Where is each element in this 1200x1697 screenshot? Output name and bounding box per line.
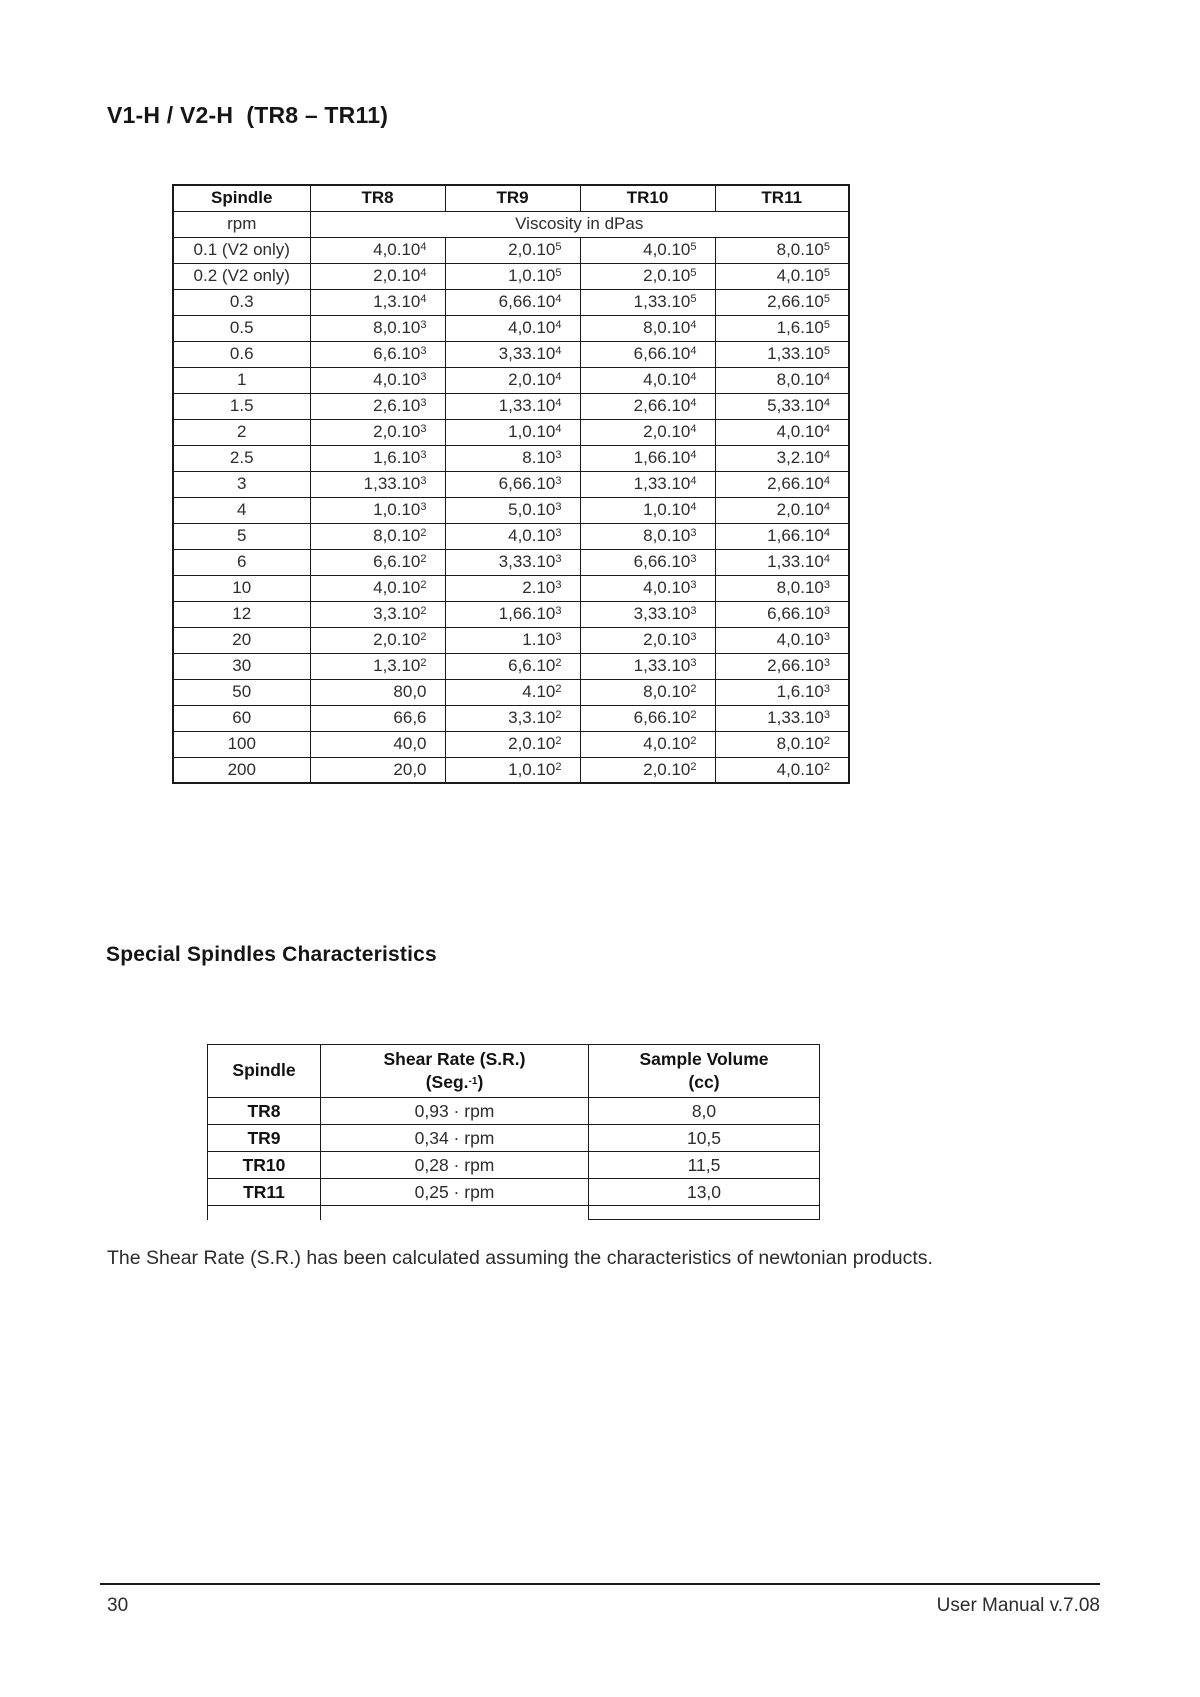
exponent: 3	[555, 553, 562, 565]
units-row	[173, 211, 849, 237]
viscosity-value-cell: 4,0.10$^2$	[310, 575, 445, 601]
viscosity-value-cell: 2,0.10$^2$	[445, 731, 580, 757]
viscosity-value-cell: 2,0.10$^3$	[310, 419, 445, 445]
rpm-cell: 1.5	[173, 393, 310, 419]
viscosity-value-cell: 6,6.10$^2$	[445, 653, 580, 679]
viscosity-value-cell: 8,0.10$^2$	[310, 523, 445, 549]
clipped-cell	[321, 1206, 589, 1220]
viscosity-value-cell: 4,0.10$^3$	[310, 367, 445, 393]
viscosity-value-cell: 20,0	[310, 757, 445, 783]
table-row	[173, 341, 849, 367]
viscosity-value-cell: 1,0.10$^3$	[310, 497, 445, 523]
exponent: 5	[823, 319, 830, 331]
viscosity-value-cell: 1,66.10$^4$	[715, 523, 849, 549]
viscosity-value-cell: 8,0.10$^5$	[715, 237, 849, 263]
exponent: 3	[420, 345, 427, 357]
exponent: 5	[555, 241, 562, 253]
exponent: 5	[690, 267, 697, 279]
table-row	[173, 575, 849, 601]
spindle-name-cell: TR10	[208, 1152, 321, 1179]
viscosity-value-cell: 2,0.10$^4$	[310, 263, 445, 289]
exponent: 2	[555, 683, 562, 695]
viscosity-value-cell: 3,3.10$^2$	[310, 601, 445, 627]
shear-rate-cell: 0,34 · rpm	[321, 1125, 589, 1152]
exponent: 4	[823, 475, 830, 487]
table-row	[173, 757, 849, 783]
exponent: -1	[468, 1076, 478, 1087]
viscosity-value-cell: 1,33.10$^3$	[715, 705, 849, 731]
viscosity-value-cell: 4.10$^2$	[445, 679, 580, 705]
exponent: 4	[690, 423, 697, 435]
viscosity-value-cell: 1,0.10$^4$	[445, 419, 580, 445]
viscosity-value-cell: 1,0.10$^5$	[445, 263, 580, 289]
viscosity-value-cell: 4,0.10$^3$	[445, 523, 580, 549]
rpm-cell: 50	[173, 679, 310, 705]
exponent: 4	[420, 241, 427, 253]
rpm-cell: 3	[173, 471, 310, 497]
exponent: 2	[420, 579, 427, 591]
exponent: 4	[823, 501, 830, 513]
manual-version-label: User Manual v.7.08	[936, 1595, 1100, 1616]
viscosity-value-cell: 4,0.10$^4$	[310, 237, 445, 263]
viscosity-value-cell: 4,0.10$^2$	[715, 757, 849, 783]
table-row	[173, 549, 849, 575]
exponent: 2	[420, 631, 427, 643]
rpm-cell: 1	[173, 367, 310, 393]
exponent: 3	[420, 319, 427, 331]
viscosity-value-cell: 5,0.10$^3$	[445, 497, 580, 523]
spindle-name-cell: TR8	[208, 1098, 321, 1125]
shear-rate-note: The Shear Rate (S.R.) has been calculated assuming the characteristics of newtonian products.	[107, 1247, 933, 1269]
page-footer	[100, 1595, 1100, 1617]
table-header-row	[173, 185, 849, 211]
viscosity-value-cell: 1,33.10$^5$	[580, 289, 715, 315]
sample-volume-cell: 13,0	[589, 1179, 820, 1206]
exponent: 3	[823, 631, 830, 643]
exponent: 2	[420, 553, 427, 565]
table-row	[173, 497, 849, 523]
exponent: 2	[420, 527, 427, 539]
viscosity-value-cell: 6,66.10$^2$	[580, 705, 715, 731]
table-row	[173, 445, 849, 471]
exponent: 4	[823, 553, 830, 565]
spindle-name-cell: TR11	[208, 1179, 321, 1206]
table-row	[173, 601, 849, 627]
viscosity-value-cell: 3,33.10$^4$	[445, 341, 580, 367]
column-header-tr11: TR11	[715, 185, 849, 211]
viscosity-value-cell: 1,33.10$^4$	[445, 393, 580, 419]
exponent: 3	[555, 501, 562, 513]
exponent: 5	[823, 345, 830, 357]
exponent: 4	[823, 423, 830, 435]
exponent: 3	[823, 657, 830, 669]
rpm-cell: 60	[173, 705, 310, 731]
rpm-cell: 6	[173, 549, 310, 575]
exponent: 2	[555, 760, 562, 773]
exponent: 4	[690, 397, 697, 409]
exponent: 4	[555, 423, 562, 435]
viscosity-value-cell: 2,0.10$^4$	[445, 367, 580, 393]
exponent: 3	[555, 527, 562, 539]
sample-volume-cell: 10,5	[589, 1125, 820, 1152]
exponent: 3	[690, 605, 697, 617]
rpm-cell: 20	[173, 627, 310, 653]
exponent: 2	[420, 657, 427, 669]
exponent: 5	[555, 267, 562, 279]
rpm-cell: 0.3	[173, 289, 310, 315]
exponent: 4	[823, 527, 830, 539]
viscosity-value-cell: 1,3.10$^4$	[310, 289, 445, 315]
viscosity-value-cell: 2,0.10$^2$	[580, 757, 715, 783]
rpm-cell: 2.5	[173, 445, 310, 471]
rpm-cell: 0.2 (V2 only)	[173, 263, 310, 289]
exponent: 4	[690, 319, 697, 331]
viscosity-value-cell: 1,33.10$^3$	[310, 471, 445, 497]
viscosity-value-cell: 4,0.10$^2$	[580, 731, 715, 757]
footer-divider	[100, 1583, 1100, 1585]
exponent: 3	[555, 579, 562, 591]
exponent: 3	[420, 449, 427, 461]
clipped-cell	[208, 1206, 321, 1220]
viscosity-value-cell: 1,0.10$^2$	[445, 757, 580, 783]
viscosity-value-cell: 8.10$^3$	[445, 445, 580, 471]
table-row	[208, 1125, 820, 1152]
viscosity-value-cell: 66,6	[310, 705, 445, 731]
viscosity-value-cell: 4,0.10$^5$	[715, 263, 849, 289]
viscosity-value-cell: 2,66.10$^3$	[715, 653, 849, 679]
table-row	[173, 471, 849, 497]
exponent: 3	[823, 605, 830, 617]
exponent: 3	[555, 475, 562, 487]
exponent: 2	[555, 709, 562, 721]
viscosity-value-cell: 1,33.10$^4$	[715, 549, 849, 575]
exponent: 3	[823, 579, 830, 591]
shear-rate-cell: 0,93 · rpm	[321, 1098, 589, 1125]
exponent: 3	[420, 423, 427, 435]
rpm-cell: 30	[173, 653, 310, 679]
sample-volume-cell: 8,0	[589, 1098, 820, 1125]
table-header-row	[208, 1045, 820, 1098]
table-row	[173, 289, 849, 315]
page-number: 30	[107, 1595, 129, 1616]
viscosity-value-cell: 5,33.10$^4$	[715, 393, 849, 419]
table-row	[173, 315, 849, 341]
viscosity-value-cell: 1,3.10$^2$	[310, 653, 445, 679]
exponent: 3	[420, 397, 427, 409]
viscosity-value-cell: 3,33.10$^3$	[580, 601, 715, 627]
exponent: 4	[555, 371, 562, 383]
exponent: 3	[420, 475, 427, 487]
viscosity-value-cell: 4,0.10$^4$	[580, 367, 715, 393]
exponent: 3	[690, 631, 697, 643]
viscosity-value-cell: 1,6.10$^3$	[310, 445, 445, 471]
viscosity-value-cell: 2.10$^3$	[445, 575, 580, 601]
table-row	[173, 653, 849, 679]
column-header-spindle: Spindle	[208, 1045, 321, 1098]
viscosity-value-cell: 1,6.10$^3$	[715, 679, 849, 705]
exponent: 2	[555, 735, 562, 747]
viscosity-value-cell: 8,0.10$^2$	[715, 731, 849, 757]
rpm-cell: 2	[173, 419, 310, 445]
exponent: 3	[555, 449, 562, 461]
exponent: 5	[823, 241, 830, 253]
viscosity-value-cell: 2,0.10$^5$	[580, 263, 715, 289]
shear-rate-cell: 0,25 · rpm	[321, 1179, 589, 1206]
table-row	[208, 1152, 820, 1179]
exponent: 4	[823, 397, 830, 409]
viscosity-value-cell: 6,6.10$^3$	[310, 341, 445, 367]
table-row	[173, 523, 849, 549]
rpm-cell: 200	[173, 757, 310, 783]
exponent: 4	[555, 345, 562, 357]
viscosity-units-label: Viscosity in dPas	[310, 211, 849, 237]
exponent: 4	[555, 293, 562, 305]
viscosity-value-cell: 8,0.10$^4$	[715, 367, 849, 393]
table-row	[208, 1098, 820, 1125]
exponent: 2	[823, 735, 830, 747]
table-row	[173, 705, 849, 731]
exponent: 3	[555, 631, 562, 643]
viscosity-value-cell: 2,66.10$^4$	[715, 471, 849, 497]
exponent: 5	[823, 293, 830, 305]
exponent: 3	[823, 709, 830, 721]
exponent: 4	[555, 319, 562, 331]
viscosity-value-cell: 1,66.10$^4$	[580, 445, 715, 471]
table-row	[173, 679, 849, 705]
column-header-spindle: Spindle	[173, 185, 310, 211]
table-row	[173, 419, 849, 445]
exponent: 4	[420, 293, 427, 305]
viscosity-value-cell: 3,33.10$^3$	[445, 549, 580, 575]
table-row	[173, 367, 849, 393]
section-title-special-spindles: Special Spindles Characteristics	[106, 943, 437, 966]
viscosity-value-cell: 4,0.10$^3$	[715, 627, 849, 653]
exponent: 4	[823, 371, 830, 383]
exponent: 4	[690, 475, 697, 487]
exponent: 5	[823, 267, 830, 279]
viscosity-value-cell: 8,0.10$^3$	[715, 575, 849, 601]
exponent: 3	[690, 527, 697, 539]
clipped-row	[208, 1206, 820, 1220]
viscosity-value-cell: 6,66.10$^3$	[715, 601, 849, 627]
exponent: 2	[690, 735, 697, 747]
column-header-tr9: TR9	[445, 185, 580, 211]
rpm-cell: 10	[173, 575, 310, 601]
table-row	[173, 263, 849, 289]
exponent: 3	[420, 501, 427, 513]
rpm-units-label: rpm	[173, 211, 310, 237]
viscosity-value-cell: 4,0.10$^3$	[580, 575, 715, 601]
exponent: 3	[420, 371, 427, 383]
exponent: 3	[690, 553, 697, 565]
viscosity-value-cell: 6,6.10$^2$	[310, 549, 445, 575]
viscosity-value-cell: 1.10$^3$	[445, 627, 580, 653]
exponent: 4	[420, 267, 427, 279]
exponent: 3	[823, 683, 830, 695]
exponent: 4	[690, 371, 697, 383]
spindle-name-cell: TR9	[208, 1125, 321, 1152]
rpm-cell: 12	[173, 601, 310, 627]
exponent: 2	[690, 683, 697, 695]
rpm-cell: 5	[173, 523, 310, 549]
viscosity-value-cell: 3,2.10$^4$	[715, 445, 849, 471]
exponent: 2	[555, 657, 562, 669]
exponent: 2	[823, 760, 830, 773]
table-row	[173, 627, 849, 653]
viscosity-value-cell: 8,0.10$^3$	[580, 523, 715, 549]
page-title: V1-H / V2-H (TR8 – TR11)	[107, 102, 389, 128]
viscosity-value-cell: 2,66.10$^5$	[715, 289, 849, 315]
viscosity-value-cell: 4,0.10$^4$	[715, 419, 849, 445]
exponent: 2	[420, 605, 427, 617]
exponent: 4	[690, 449, 697, 461]
viscosity-value-cell: 6,66.10$^3$	[580, 549, 715, 575]
viscosity-value-cell: 1,33.10$^5$	[715, 341, 849, 367]
rpm-cell: 0.1 (V2 only)	[173, 237, 310, 263]
column-header-sample: Sample Volume (cc)	[589, 1045, 820, 1098]
viscosity-value-cell: 1,6.10$^5$	[715, 315, 849, 341]
column-header-tr10: TR10	[580, 185, 715, 211]
viscosity-value-cell: 2,66.10$^4$	[580, 393, 715, 419]
viscosity-value-cell: 2,6.10$^3$	[310, 393, 445, 419]
exponent: 3	[690, 657, 697, 669]
exponent: 4	[823, 449, 830, 461]
exponent: 4	[555, 397, 562, 409]
viscosity-value-cell: 3,3.10$^2$	[445, 705, 580, 731]
viscosity-value-cell: 8,0.10$^4$	[580, 315, 715, 341]
table-row	[173, 731, 849, 757]
rpm-cell: 0.6	[173, 341, 310, 367]
viscosity-value-cell: 2,0.10$^5$	[445, 237, 580, 263]
table-row	[173, 393, 849, 419]
viscosity-value-cell: 6,66.10$^3$	[445, 471, 580, 497]
viscosity-value-cell: 6,66.10$^4$	[580, 341, 715, 367]
viscosity-value-cell: 1,0.10$^4$	[580, 497, 715, 523]
exponent: 3	[555, 605, 562, 617]
exponent: 4	[690, 345, 697, 357]
table-row	[173, 237, 849, 263]
viscosity-value-cell: 6,66.10$^4$	[445, 289, 580, 315]
clipped-cell	[589, 1206, 820, 1220]
table-row	[208, 1179, 820, 1206]
exponent: 4	[690, 501, 697, 513]
special-spindles-table	[207, 1044, 820, 1220]
column-header-shear: Shear Rate (S.R.) (Seg.$^{-1}$)	[321, 1045, 589, 1098]
viscosity-value-cell: 2,0.10$^4$	[580, 419, 715, 445]
exponent: 2	[690, 709, 697, 721]
rpm-cell: 0.5	[173, 315, 310, 341]
viscosity-value-cell: 8,0.10$^3$	[310, 315, 445, 341]
exponent: 5	[690, 241, 697, 253]
viscosity-value-cell: 80,0	[310, 679, 445, 705]
shear-rate-cell: 0,28 · rpm	[321, 1152, 589, 1179]
viscosity-value-cell: 4,0.10$^4$	[445, 315, 580, 341]
column-header-tr8: TR8	[310, 185, 445, 211]
exponent: 3	[690, 579, 697, 591]
viscosity-value-cell: 1,33.10$^4$	[580, 471, 715, 497]
rpm-cell: 4	[173, 497, 310, 523]
viscosity-value-cell: 2,0.10$^3$	[580, 627, 715, 653]
viscosity-value-cell: 2,0.10$^4$	[715, 497, 849, 523]
viscosity-value-cell: 2,0.10$^2$	[310, 627, 445, 653]
viscosity-value-cell: 1,66.10$^3$	[445, 601, 580, 627]
rpm-cell: 100	[173, 731, 310, 757]
viscosity-value-cell: 40,0	[310, 731, 445, 757]
exponent: 2	[690, 760, 697, 773]
exponent: 5	[690, 293, 697, 305]
viscosity-value-cell: 4,0.10$^5$	[580, 237, 715, 263]
viscosity-table	[172, 184, 850, 784]
viscosity-value-cell: 8,0.10$^2$	[580, 679, 715, 705]
viscosity-value-cell: 1,33.10$^3$	[580, 653, 715, 679]
sample-volume-cell: 11,5	[589, 1152, 820, 1179]
